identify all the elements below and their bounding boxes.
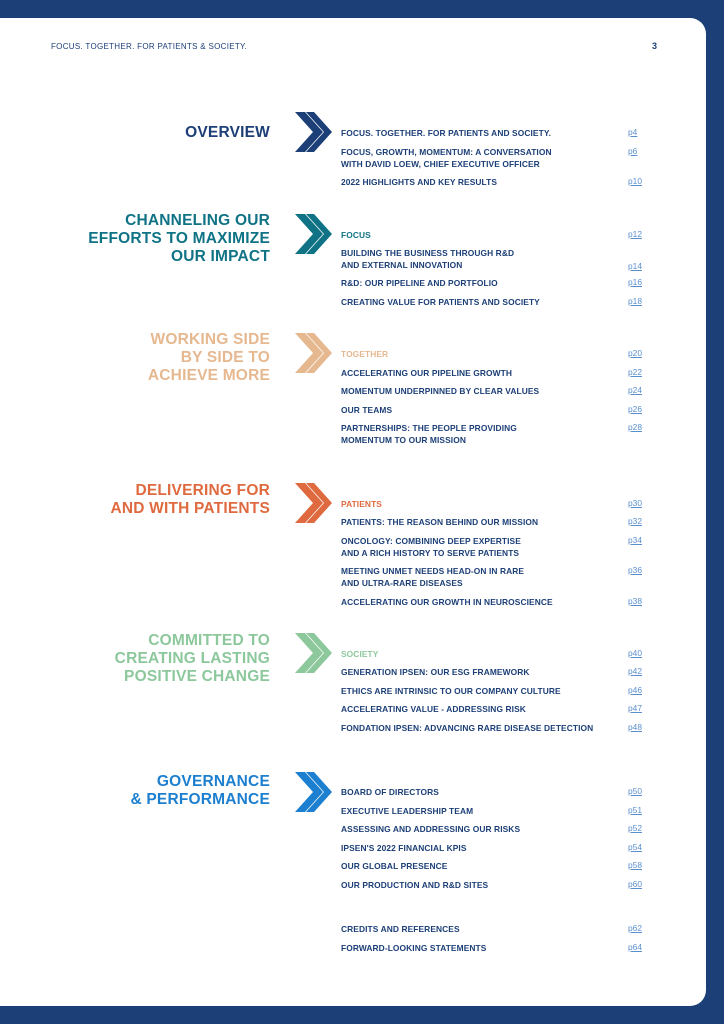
toc-entry[interactable] bbox=[341, 247, 641, 271]
entry-line: AND A RICH HISTORY TO SERVE PATIENTS bbox=[341, 548, 520, 558]
entry-line: OUR TEAMS bbox=[341, 405, 393, 415]
chevron-double-icon bbox=[292, 110, 334, 154]
chevron-double-icon bbox=[292, 331, 334, 375]
chevron-double-icon bbox=[292, 212, 334, 256]
toc-entry[interactable] bbox=[341, 805, 641, 817]
section-title-line: OVERVIEW bbox=[185, 124, 270, 141]
section-title-line: ACHIEVE MORE bbox=[147, 367, 270, 384]
page-link[interactable]: p52 bbox=[628, 823, 642, 833]
entry-line: PARTNERSHIPS: THE PEOPLE PROVIDING bbox=[341, 423, 517, 433]
entry-line: CREATING VALUE FOR PATIENTS AND SOCIETY bbox=[341, 297, 540, 307]
toc-entry[interactable] bbox=[341, 296, 641, 308]
toc-entry[interactable] bbox=[341, 860, 641, 872]
section-title-overview bbox=[30, 124, 270, 142]
toc-entry[interactable] bbox=[341, 535, 641, 559]
section-title-line: CHANNELING OUR bbox=[125, 212, 270, 229]
page-link[interactable]: p60 bbox=[628, 879, 642, 889]
page-link[interactable]: p38 bbox=[628, 596, 642, 606]
toc-entry[interactable] bbox=[341, 385, 641, 397]
section-title-together bbox=[30, 331, 270, 385]
page-link[interactable]: p46 bbox=[628, 685, 642, 695]
page-link[interactable]: p20 bbox=[628, 348, 642, 358]
toc-entry[interactable] bbox=[341, 685, 641, 697]
page-link[interactable]: p14 bbox=[628, 261, 642, 271]
page-link[interactable]: p28 bbox=[628, 422, 642, 432]
page-link[interactable]: p62 bbox=[628, 923, 642, 933]
page-link[interactable]: p51 bbox=[628, 805, 642, 815]
entry-line: ACCELERATING OUR PIPELINE GROWTH bbox=[341, 368, 513, 378]
page-link[interactable]: p6 bbox=[628, 146, 638, 156]
section-title-line: COMMITTED TO bbox=[148, 632, 270, 649]
section-title-line: AND WITH PATIENTS bbox=[110, 500, 270, 517]
toc-entry[interactable] bbox=[341, 367, 641, 379]
toc-entry[interactable] bbox=[341, 666, 641, 678]
toc-entry[interactable] bbox=[341, 565, 641, 589]
entry-line: GENERATION IPSEN: OUR ESG FRAMEWORK bbox=[341, 667, 530, 677]
entry-line: BOARD OF DIRECTORS bbox=[341, 787, 439, 797]
toc-entry[interactable] bbox=[341, 229, 641, 241]
section-title-society bbox=[30, 632, 270, 686]
page-number: 3 bbox=[652, 41, 658, 51]
entry-line: IPSEN'S 2022 FINANCIAL KPIS bbox=[341, 843, 467, 853]
page-link[interactable]: p54 bbox=[628, 842, 642, 852]
entry-line: CREDITS AND REFERENCES bbox=[341, 924, 460, 934]
entry-line: OUR GLOBAL PRESENCE bbox=[341, 861, 448, 871]
section-title-focus bbox=[30, 212, 270, 266]
toc-entry[interactable] bbox=[341, 842, 641, 854]
page-link[interactable]: p36 bbox=[628, 565, 642, 575]
section-title-line: EFFORTS TO MAXIMIZE bbox=[88, 230, 270, 247]
section-title-governance bbox=[30, 773, 270, 809]
toc-entry[interactable] bbox=[341, 277, 641, 289]
entry-line: BUILDING THE BUSINESS THROUGH R&D bbox=[341, 248, 515, 258]
toc-entry[interactable] bbox=[341, 722, 641, 734]
chevron-double-icon bbox=[292, 770, 334, 814]
page-link[interactable]: p34 bbox=[628, 535, 642, 545]
section-title-line: DELIVERING FOR bbox=[135, 482, 270, 499]
entry-line: SOCIETY bbox=[341, 649, 379, 659]
section-title-patients bbox=[30, 482, 270, 518]
entry-line: ETHICS ARE INTRINSIC TO OUR COMPANY CULTURE bbox=[341, 686, 561, 696]
entry-line: ASSESSING AND ADDRESSING OUR RISKS bbox=[341, 824, 521, 834]
page-link[interactable]: p16 bbox=[628, 277, 642, 287]
page-link[interactable]: p30 bbox=[628, 498, 642, 508]
entry-line: FOCUS, GROWTH, MOMENTUM: A CONVERSATION bbox=[341, 147, 552, 157]
entry-line: FORWARD-LOOKING STATEMENTS bbox=[341, 943, 487, 953]
toc-entry[interactable] bbox=[341, 823, 641, 835]
page-link[interactable]: p50 bbox=[628, 786, 642, 796]
page-link[interactable]: p18 bbox=[628, 296, 642, 306]
page-link[interactable]: p22 bbox=[628, 367, 642, 377]
page-link[interactable]: p12 bbox=[628, 229, 642, 239]
page-link[interactable]: p24 bbox=[628, 385, 642, 395]
toc-entry[interactable] bbox=[341, 596, 641, 608]
entry-line: WITH DAVID LOEW, CHIEF EXECUTIVE OFFICER bbox=[341, 159, 540, 169]
entry-line: FONDATION IPSEN: ADVANCING RARE DISEASE DETECTION bbox=[341, 723, 594, 733]
toc-entry[interactable] bbox=[341, 879, 641, 891]
entry-line: MOMENTUM TO OUR MISSION bbox=[341, 435, 466, 445]
entry-line: PATIENTS: THE REASON BEHIND OUR MISSION bbox=[341, 517, 539, 527]
entry-line: MOMENTUM UNDERPINNED BY CLEAR VALUES bbox=[341, 386, 540, 396]
section-title-line: OUR IMPACT bbox=[170, 248, 270, 265]
section-title-line: & PERFORMANCE bbox=[130, 791, 270, 808]
toc-entry[interactable] bbox=[341, 786, 641, 798]
chevron-double-icon bbox=[292, 631, 334, 675]
entry-line: MEETING UNMET NEEDS HEAD-ON IN RARE bbox=[341, 566, 525, 576]
page-link[interactable]: p4 bbox=[628, 127, 638, 137]
toc-entry[interactable] bbox=[341, 648, 641, 660]
section-title-line: POSITIVE CHANGE bbox=[124, 668, 270, 685]
toc-entry[interactable] bbox=[341, 703, 641, 715]
toc-entry[interactable] bbox=[341, 516, 641, 528]
toc-entry[interactable] bbox=[341, 942, 641, 954]
entry-line: ONCOLOGY: COMBINING DEEP EXPERTISE bbox=[341, 536, 521, 546]
header-title: FOCUS. TOGETHER. FOR PATIENTS & SOCIETY. bbox=[51, 42, 248, 51]
section-title-line: CREATING LASTING bbox=[114, 650, 270, 667]
page-link[interactable]: p42 bbox=[628, 666, 642, 676]
toc-entry[interactable] bbox=[341, 146, 641, 170]
toc-entry[interactable] bbox=[341, 348, 641, 360]
page bbox=[0, 18, 706, 1006]
page-link[interactable]: p32 bbox=[628, 516, 642, 526]
toc-entry[interactable] bbox=[341, 923, 641, 935]
section-title-line: GOVERNANCE bbox=[156, 773, 270, 790]
entry-line: TOGETHER bbox=[341, 349, 389, 359]
page-link[interactable]: p26 bbox=[628, 404, 642, 414]
entry-line: ACCELERATING OUR GROWTH IN NEUROSCIENCE bbox=[341, 597, 553, 607]
entry-line: FOCUS. TOGETHER. FOR PATIENTS AND SOCIETY. bbox=[341, 128, 552, 138]
entry-line: PATIENTS bbox=[341, 499, 382, 509]
entry-line: EXECUTIVE LEADERSHIP TEAM bbox=[341, 806, 474, 816]
page-link[interactable]: p48 bbox=[628, 722, 642, 732]
chevron-double-icon bbox=[292, 481, 334, 525]
entry-line: ACCELERATING VALUE - ADDRESSING RISK bbox=[341, 704, 526, 714]
page-link[interactable]: p10 bbox=[628, 176, 642, 186]
section-title-line: WORKING SIDE bbox=[150, 331, 270, 348]
entry-line: 2022 HIGHLIGHTS AND KEY RESULTS bbox=[341, 177, 498, 187]
page-link[interactable]: p47 bbox=[628, 703, 642, 713]
page-link[interactable]: p58 bbox=[628, 860, 642, 870]
entry-line: R&D: OUR PIPELINE AND PORTFOLIO bbox=[341, 278, 498, 288]
entry-line: FOCUS bbox=[341, 230, 371, 240]
toc-entry[interactable] bbox=[341, 422, 641, 446]
toc-entry[interactable] bbox=[341, 498, 641, 510]
entry-line: OUR PRODUCTION AND R&D SITES bbox=[341, 880, 489, 890]
section-title-line: BY SIDE TO bbox=[180, 349, 270, 366]
toc-entry[interactable] bbox=[341, 404, 641, 416]
page-link[interactable]: p64 bbox=[628, 942, 642, 952]
page-link[interactable]: p40 bbox=[628, 648, 642, 658]
entry-line: AND ULTRA-RARE DISEASES bbox=[341, 578, 463, 588]
toc-entry[interactable] bbox=[341, 127, 641, 139]
entry-line: AND EXTERNAL INNOVATION bbox=[341, 260, 463, 270]
toc-entry[interactable] bbox=[341, 176, 641, 188]
